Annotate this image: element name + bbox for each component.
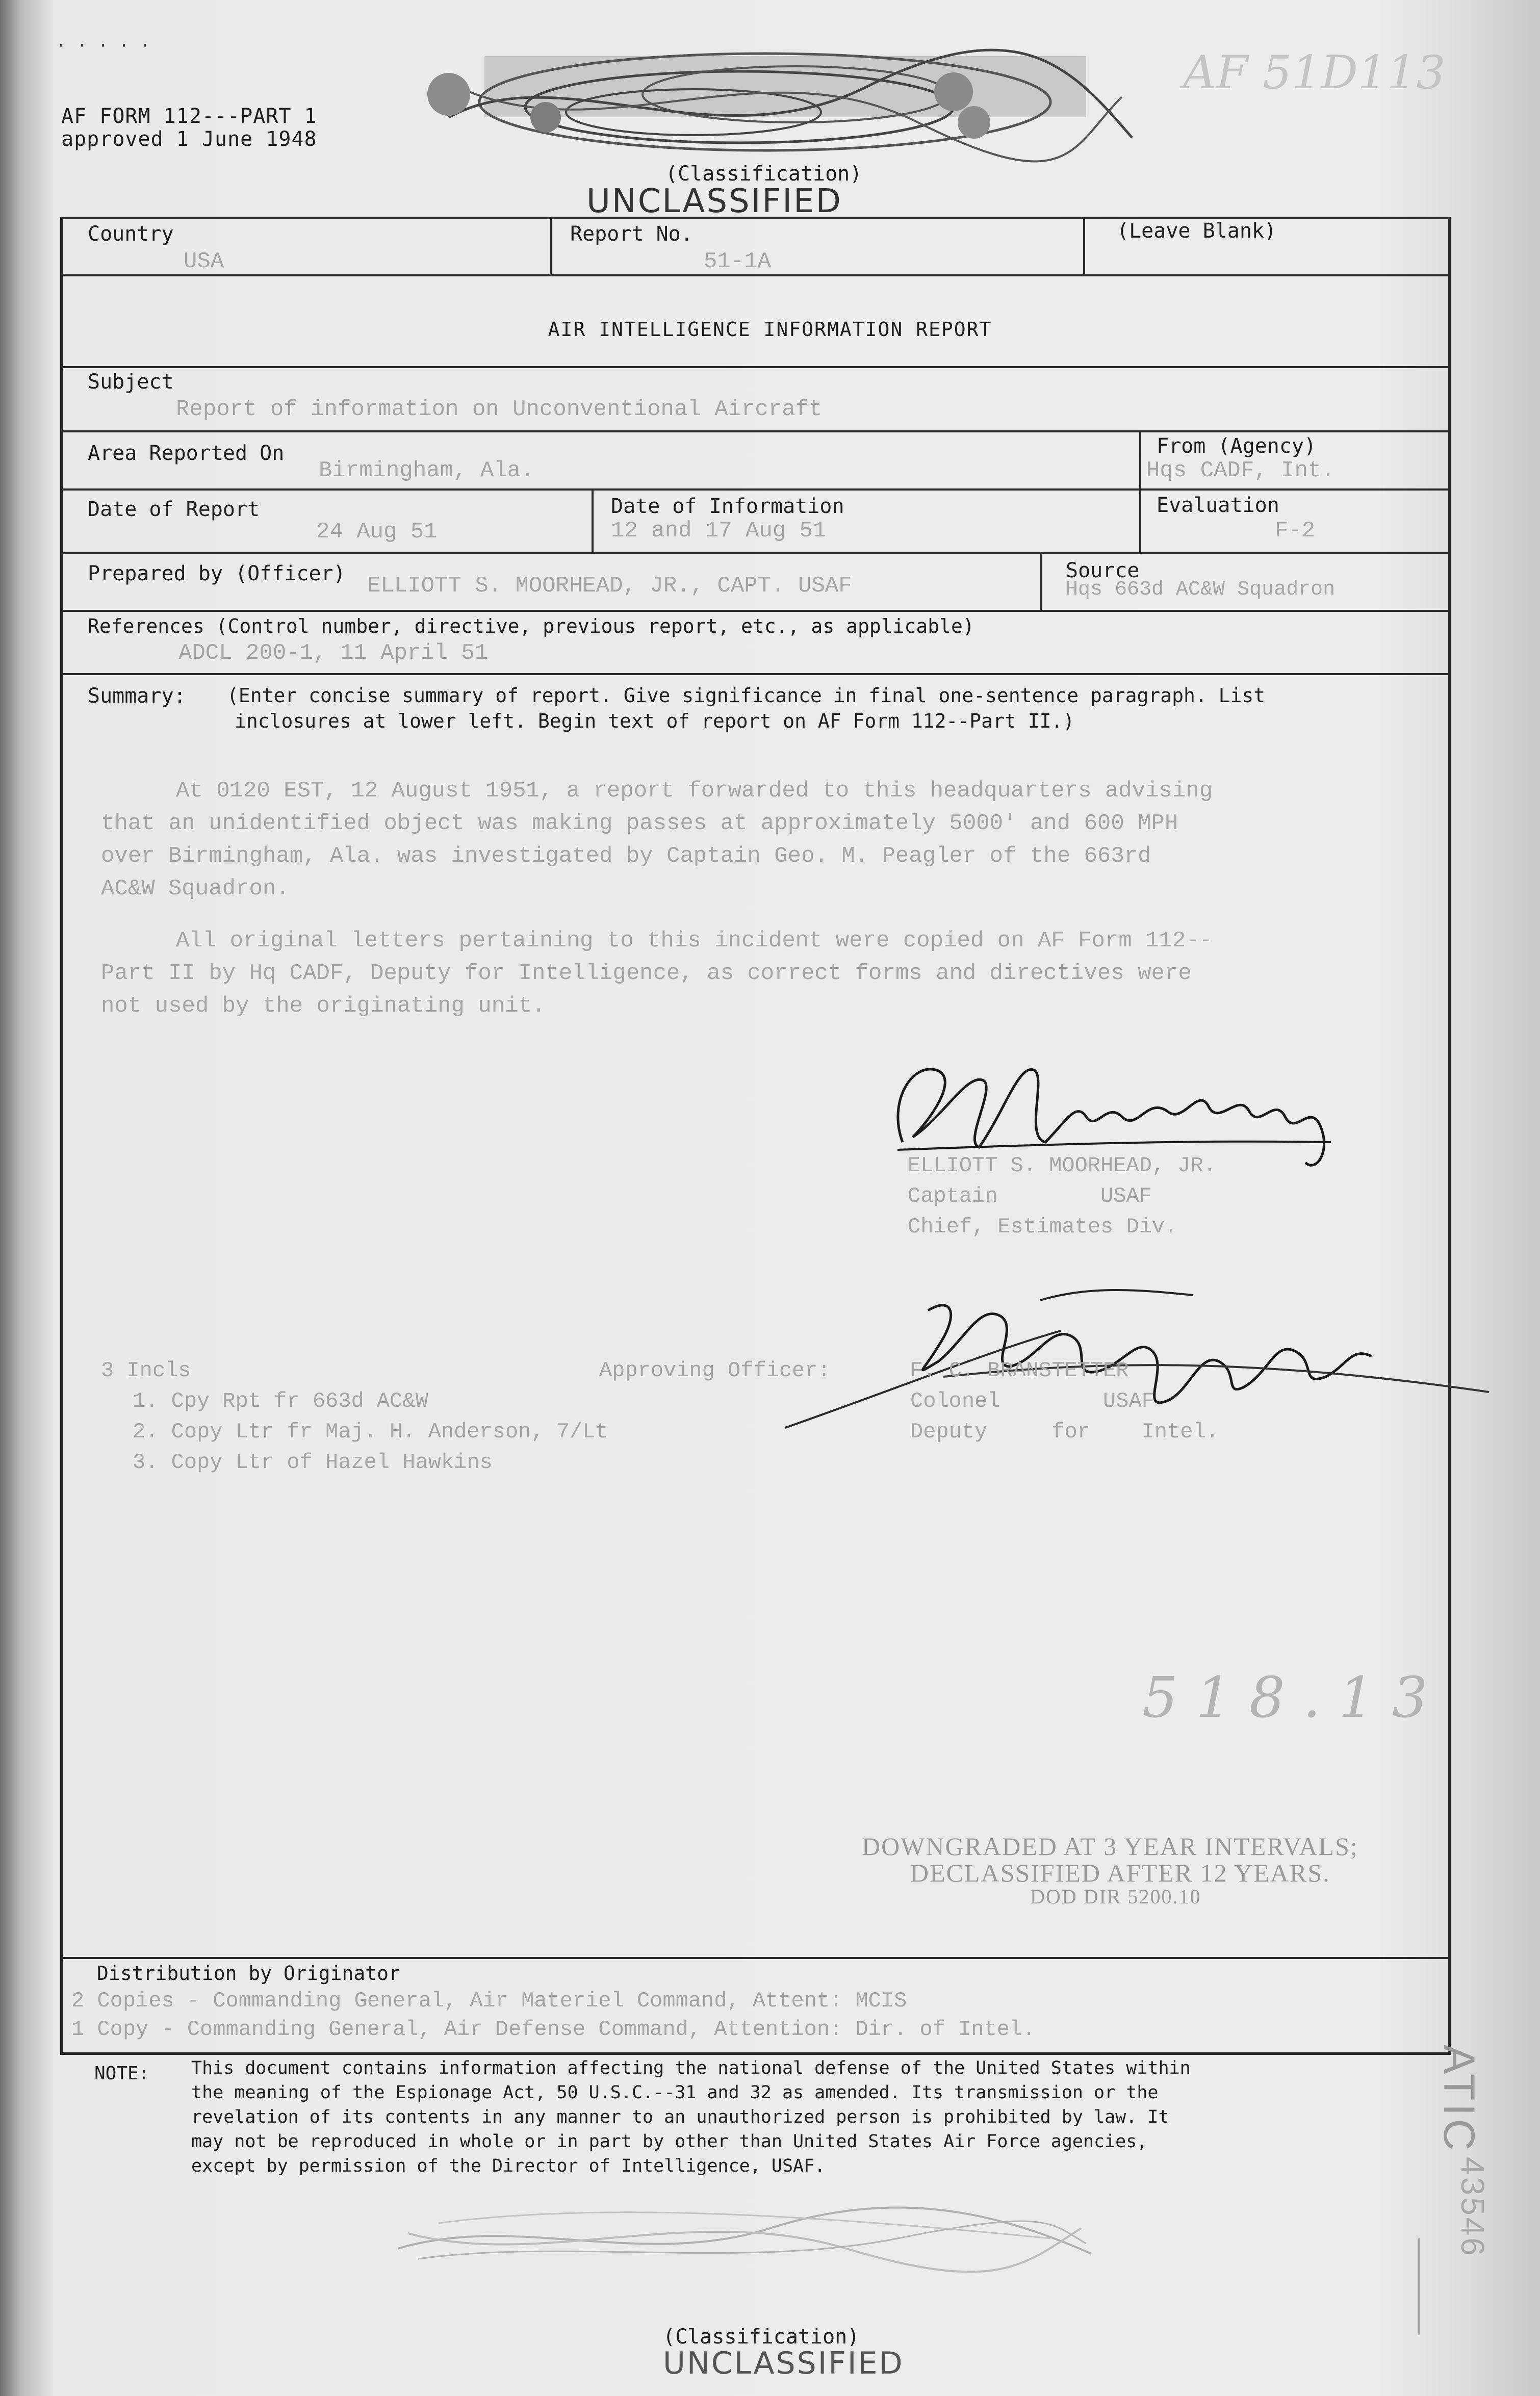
handwritten-number: 5 1 8 . 1 3: [1142, 1665, 1428, 1730]
country-value: USA: [184, 249, 224, 274]
classification-label-bottom: (Classification): [663, 2325, 860, 2349]
country-label: Country: [88, 222, 174, 246]
summary-para1-line3: over Birmingham, Ala. was investigated by Captain Geo. M. Peagler of the 663rd: [101, 843, 1151, 869]
rule-title: [60, 366, 1451, 368]
form-approval-date: approved 1 June 1948: [61, 127, 317, 151]
divider-prepared-source: [1040, 552, 1042, 610]
source-label: Source: [1066, 559, 1140, 582]
rule-subject: [60, 430, 1451, 432]
rule-prepared: [60, 610, 1451, 612]
divider-report-info-date: [592, 488, 594, 552]
distribution-line-1: 2 Copies - Commanding General, Air Materiel Command, Attent: MCIS: [71, 1989, 907, 2013]
date-of-report-value: 24 Aug 51: [316, 519, 438, 545]
leave-blank-label: (Leave Blank): [1117, 219, 1277, 243]
signer1-rank: Captain USAF: [908, 1184, 1152, 1208]
source-value: Hqs 663d AC&W Squadron: [1066, 578, 1336, 601]
divider-report-blank: [1083, 217, 1085, 274]
atic-number-text: 43546: [1454, 2157, 1491, 2258]
report-title: AIR INTELLIGENCE INFORMATION REPORT: [548, 318, 992, 341]
signer1-title: Chief, Estimates Div.: [908, 1215, 1178, 1239]
classification-value-bottom: UNCLASSIFIED: [663, 2346, 904, 2381]
corner-specks: · · · · ·: [56, 36, 150, 56]
inclosures-heading: 3 Incls: [101, 1358, 191, 1383]
signer1-name: ELLIOTT S. MOORHEAD, JR.: [908, 1153, 1216, 1178]
from-agency-value: Hqs CADF, Int.: [1146, 458, 1335, 483]
note-line-4: may not be reproduced in whole or in part by other than United States Air Force agencies,: [191, 2131, 1148, 2152]
moorhead-signature: [882, 1040, 1367, 1173]
atic-stamp-text: ATIC: [1434, 2045, 1483, 2154]
atic-side-stamp: [1418, 2045, 1499, 2162]
downgrade-stamp-line2: DECLASSIFIED AFTER 12 YEARS.: [910, 1859, 1330, 1887]
summary-para2-line3: not used by the originating unit.: [101, 993, 546, 1019]
side-stamp-line: [1418, 2238, 1420, 2335]
evaluation-label: Evaluation: [1157, 494, 1279, 517]
evaluation-value: F-2: [1275, 518, 1316, 544]
note-line-2: the meaning of the Espionage Act, 50 U.S.C.--31 and 32 as amended. Its transmission or the: [191, 2082, 1159, 2103]
subject-value: Report of information on Unconventional Aircraft: [176, 397, 823, 422]
approving-officer-name: F. C. BRANSTETTER: [910, 1358, 1129, 1383]
date-of-information-label: Date of Information: [611, 495, 844, 518]
note-line-1: This document contains information affecting the national defense of the United States within: [191, 2058, 1191, 2078]
summary-instructions-line2: inclosures at lower left. Begin text of report on AF Form 112--Part II.): [235, 710, 1075, 732]
inclosure-item-3: 3. Copy Ltr of Hazel Hawkins: [133, 1450, 493, 1475]
downgrade-stamp-line3: DOD DIR 5200.10: [1030, 1885, 1201, 1908]
distribution-label: Distribution by Originator: [97, 1962, 400, 1985]
approving-officer-signature: [785, 1275, 1499, 1438]
date-of-information-value: 12 and 17 Aug 51: [611, 518, 827, 544]
classification-label-top: (Classification): [665, 162, 862, 186]
bottom-scribble: [388, 2193, 1101, 2279]
note-label: NOTE:: [94, 2063, 150, 2084]
rule-references: [60, 673, 1451, 675]
summary-para1-line1: At 0120 EST, 12 August 1951, a report forwarded to this headquarters advising: [176, 778, 1213, 804]
redacted-stamp-scribble: [408, 46, 1163, 178]
approving-officer-title: Deputy for Intel.: [910, 1420, 1219, 1444]
inclosure-item-2: 2. Copy Ltr fr Maj. H. Anderson, 7/Lt: [133, 1420, 608, 1444]
summary-para2-line1: All original letters pertaining to this incident were copied on AF Form 112--: [176, 928, 1213, 954]
summary-para1-line4: AC&W Squadron.: [101, 876, 290, 901]
approving-officer-rank: Colonel USAF: [910, 1389, 1154, 1413]
handwritten-file-number: AF 51D113: [1183, 46, 1446, 99]
summary-label: Summary:: [88, 684, 186, 708]
rule-row1: [60, 274, 1451, 276]
from-agency-label: From (Agency): [1157, 434, 1317, 458]
prepared-by-label: Prepared by (Officer): [88, 562, 346, 585]
summary-instructions-line1: (Enter concise summary of report. Give significance in final one-sentence paragraph. List: [227, 684, 1266, 707]
date-of-report-label: Date of Report: [88, 498, 260, 521]
distribution-line-2: 1 Copy - Commanding General, Air Defense Command, Attention: Dir. of Intel.: [71, 2017, 1036, 2042]
divider-agency-eval: [1139, 430, 1141, 552]
report-no-value: 51-1A: [704, 249, 772, 274]
rule-dates: [60, 552, 1451, 554]
approving-officer-label: Approving Officer:: [599, 1358, 831, 1383]
atic-number-stamp: [1451, 2157, 1502, 2310]
summary-para1-line2: that an unidentified object was making passes at approximately 5000' and 600 MPH: [101, 811, 1178, 836]
area-label: Area Reported On: [88, 442, 285, 465]
rule-area: [60, 488, 1451, 491]
references-value: ADCL 200-1, 11 April 51: [178, 640, 489, 666]
note-line-3: revelation of its contents in any manner to an unauthorized person is prohibited by law. It: [191, 2107, 1169, 2127]
subject-label: Subject: [88, 370, 174, 394]
inclosure-item-1: 1. Cpy Rpt fr 663d AC&W: [133, 1389, 428, 1413]
area-value: Birmingham, Ala.: [319, 458, 534, 483]
classification-value-top: UNCLASSIFIED: [586, 183, 842, 220]
note-line-5: except by permission of the Director of Intelligence, USAF.: [191, 2156, 826, 2176]
references-label: References (Control number, directive, previous report, etc., as applicable): [88, 615, 974, 637]
form-number: AF FORM 112---PART 1: [61, 105, 317, 128]
summary-para2-line2: Part II by Hq CADF, Deputy for Intelligence, as correct forms and directives were: [101, 961, 1192, 986]
divider-country-report: [550, 217, 552, 274]
prepared-by-value: ELLIOTT S. MOORHEAD, JR., CAPT. USAF: [367, 573, 852, 599]
report-no-label: Report No.: [570, 222, 693, 246]
rule-distribution: [60, 1957, 1451, 1959]
downgrade-stamp-line1: DOWNGRADED AT 3 YEAR INTERVALS;: [862, 1832, 1358, 1861]
